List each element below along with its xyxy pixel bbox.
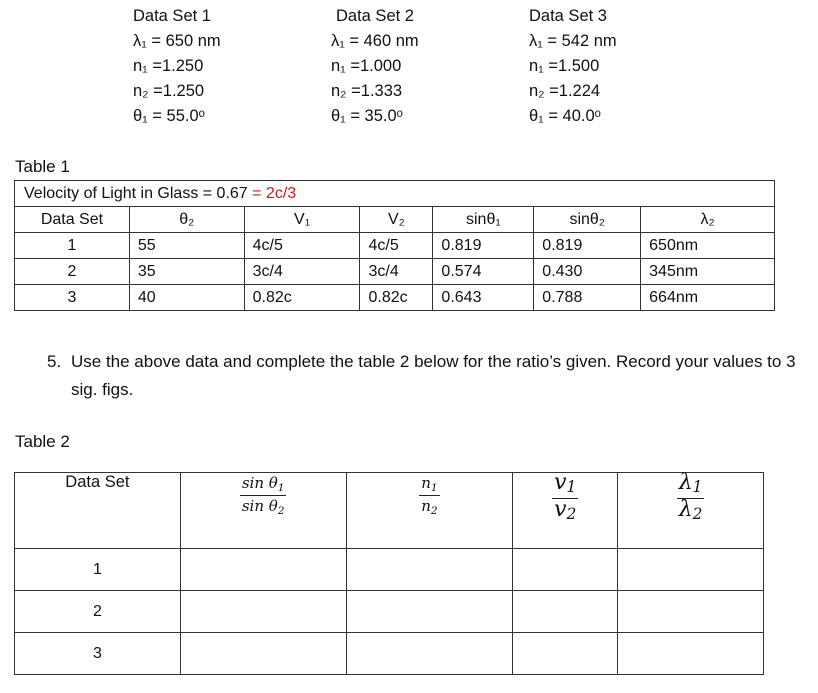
n-den: n [421,497,431,515]
table2 [14,472,764,675]
table-cell: 1 [15,233,130,259]
table-row [15,633,764,675]
answer-cell[interactable] [346,633,513,675]
row-label: 2 [15,591,181,633]
row-label: 3 [15,633,181,675]
answer-cell[interactable] [513,549,618,591]
row-label: 1 [15,549,181,591]
table-cell: 3c/4 [244,259,360,285]
table1 [14,180,775,311]
answer-cell[interactable] [346,549,513,591]
n1-value: n₁ =1.250 [133,57,204,75]
table1-header-row [15,207,775,233]
subscript: 2 [692,505,703,523]
answer-cell[interactable] [513,633,618,675]
table-cell: 3c/4 [360,259,433,285]
lambda-den: λ [678,497,693,522]
v-num: v [554,470,567,495]
sin-theta-den: sin θ [241,497,278,515]
column-header: V₂ [360,207,433,233]
n-ratio-header [346,473,513,549]
question-number: 5. [47,352,62,371]
column-header: sinθ₁ [433,207,534,233]
table2-header-row [15,473,764,549]
n2-value: n₂ =1.333 [331,82,403,100]
data-set-3-block [529,4,617,129]
table2-caption: Table 2 [15,432,70,451]
table-cell: 0.788 [534,285,641,311]
n-ratio-fraction [419,474,439,517]
answer-cell[interactable] [346,591,513,633]
table-cell: 40 [129,285,244,311]
table-cell: 0.82c [360,285,433,311]
answer-cell[interactable] [618,591,764,633]
subscript: 2 [430,505,438,517]
table-cell: 650nm [641,233,775,259]
theta1-value: θ₁ = 55.0ᵒ [133,107,205,125]
data-set-header: Data Set [15,473,181,549]
table-row [15,591,764,633]
theta1-value: θ₁ = 40.0ᵒ [529,107,601,125]
table-cell: 35 [129,259,244,285]
table-cell: 0.574 [433,259,534,285]
n-num: n [421,474,431,492]
table-cell: 0.430 [534,259,641,285]
question-text: Use the above data and complete the table 2 below for the ratio’s given. Record your values to 3 sig. figs. [71,352,796,399]
column-header: λ₂ [641,207,775,233]
table-cell: 3 [15,285,130,311]
question-5 [47,348,807,404]
data-set-title: Data Set 2 [336,7,414,25]
data-set-2-block [331,4,419,129]
v-den: v [554,497,567,522]
table-row [15,233,775,259]
column-header: V₁ [244,207,360,233]
answer-cell[interactable] [180,549,346,591]
table1-title-row [15,181,775,207]
column-header: θ₂ [129,207,244,233]
n2-value: n₂ =1.224 [529,82,601,100]
lambda1-value: λ₁ = 650 nm [133,32,221,50]
subscript: 1 [692,478,703,496]
subscript: 2 [566,505,577,523]
answer-cell[interactable] [618,633,764,675]
answer-cell[interactable] [618,549,764,591]
subscript: 1 [566,478,577,496]
sin-ratio-header [180,473,346,549]
data-set-title: Data Set 1 [133,7,211,25]
v-ratio-fraction [552,470,578,524]
subscript: 2 [277,505,285,517]
lambda-ratio-fraction [677,470,705,524]
table-cell: 664nm [641,285,775,311]
table-cell: 55 [129,233,244,259]
theta1-value: θ₁ = 35.0ᵒ [331,107,403,125]
answer-cell[interactable] [513,591,618,633]
n1-value: n₁ =1.000 [331,57,402,75]
table-cell: 4c/5 [244,233,360,259]
table1-caption: Table 1 [15,157,70,176]
velocity-label: Velocity of Light in Glass = 0.67 [24,185,248,202]
column-header: sinθ₂ [534,207,641,233]
velocity-cell [15,181,775,207]
answer-cell[interactable] [180,633,346,675]
velocity-fraction: = 2c/3 [247,185,297,202]
n2-value: n₂ =1.250 [133,82,205,100]
table-cell: 2 [15,259,130,285]
sin-theta-num: sin θ [241,474,278,492]
subscript: 1 [277,482,285,494]
lambda-num: λ [678,470,693,495]
table-row [15,285,775,311]
data-set-title: Data Set 3 [529,7,607,25]
table-cell: 345nm [641,259,775,285]
data-set-1-block [133,4,221,129]
sin-ratio-fraction [240,474,287,517]
table-cell: 0.82c [244,285,360,311]
n1-value: n₁ =1.500 [529,57,600,75]
lambda1-value: λ₁ = 542 nm [529,32,617,50]
table-cell: 0.643 [433,285,534,311]
table-cell: 4c/5 [360,233,433,259]
answer-cell[interactable] [180,591,346,633]
fraction-bar [419,495,439,496]
fraction-bar [240,495,287,496]
table-cell: 0.819 [534,233,641,259]
lambda1-value: λ₁ = 460 nm [331,32,419,50]
lambda-ratio-header [618,470,764,549]
subscript: 1 [430,482,438,494]
table-row [15,259,775,285]
table-row [15,549,764,591]
v-ratio-header [513,470,618,549]
column-header: Data Set [15,207,130,233]
table-cell: 0.819 [433,233,534,259]
